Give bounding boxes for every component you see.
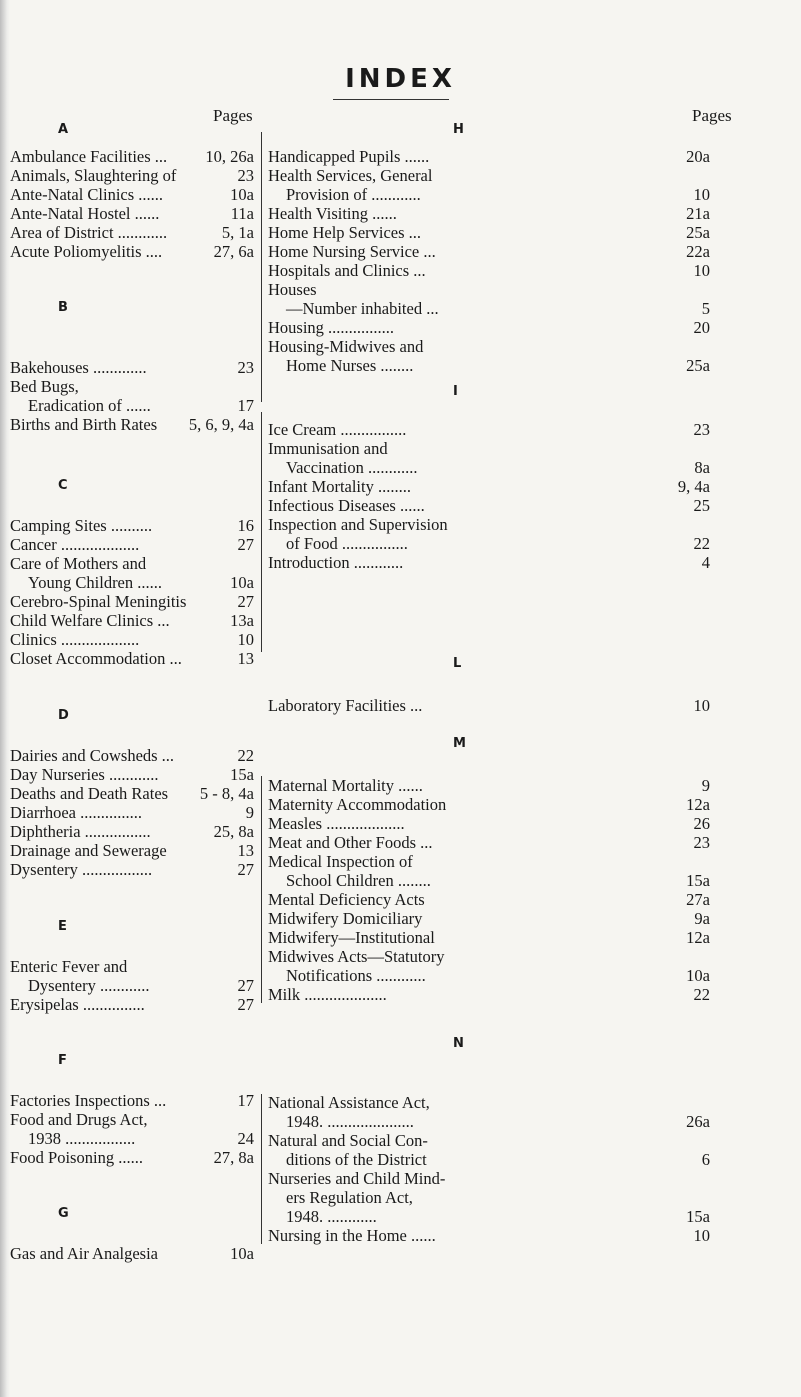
entry-page-ref: 26a: [686, 1112, 710, 1131]
entry-text: Diarrhoea ...............: [10, 803, 142, 822]
entry-text: Factories Inspections ...: [10, 1091, 167, 1110]
entry-page-ref: 10, 26a: [205, 147, 254, 166]
entry-text: Natural and Social Con-: [268, 1131, 428, 1150]
entry-page-ref: 25a: [686, 356, 710, 375]
entry-text: 1948. .....................: [286, 1112, 414, 1131]
entry-text: Immunisation and: [268, 439, 388, 458]
entry-text: Ice Cream ................: [268, 420, 407, 439]
entry-page-ref: 12a: [686, 795, 710, 814]
section-letter: I: [453, 384, 458, 399]
index-entry: [0, 242, 801, 261]
entry-text: Home Help Services ...: [268, 223, 422, 242]
entry-page-ref: 15a: [686, 1207, 710, 1226]
entry-page-ref: 5, 1a: [221, 223, 254, 242]
entry-text: Houses: [268, 280, 317, 299]
index-entry: [0, 776, 801, 795]
entry-text: Health Visiting ......: [268, 204, 397, 223]
index-entry: [0, 337, 801, 375]
index-entry: [0, 553, 801, 572]
entry-text: Child Welfare Clinics ...: [10, 611, 170, 630]
entry-text: Housing-Midwives and: [268, 337, 424, 356]
entry-text: ditions of the District: [286, 1150, 427, 1169]
entry-text: ers Regulation Act,: [286, 1188, 413, 1207]
entry-text: Midwives Acts—Statutory: [268, 947, 445, 966]
entry-page-ref: 5: [701, 299, 710, 318]
entry-text: Dysentery .................: [10, 860, 153, 879]
index-entry: [0, 261, 801, 280]
section-letter: D: [58, 708, 69, 723]
entry-text: Measles ...................: [268, 814, 405, 833]
index-entry: [0, 833, 801, 852]
entry-page-ref: 25: [693, 496, 710, 515]
entry-page-ref: 12a: [686, 928, 710, 947]
entry-text: Midwifery Domiciliary: [268, 909, 423, 928]
entry-page-ref: 20: [693, 318, 710, 337]
title-underline: [333, 99, 449, 100]
left-pages-header: Pages: [213, 106, 253, 125]
entry-text: 1938 .................: [28, 1129, 136, 1148]
section-letter: B: [58, 300, 68, 315]
entry-text: Drainage and Sewerage: [10, 841, 167, 860]
entry-text: —Number inhabited ...: [286, 299, 439, 318]
entry-text: Laboratory Facilities ...: [268, 696, 423, 715]
entry-page-ref: 17: [237, 1091, 254, 1110]
entry-page-ref: 27: [237, 995, 254, 1014]
entry-page-ref: 23: [237, 358, 254, 377]
entry-page-ref: 15a: [230, 765, 254, 784]
entry-text: Meat and Other Foods ...: [268, 833, 433, 852]
entry-text: Diphtheria ................: [10, 822, 151, 841]
entry-page-ref: 27: [237, 592, 254, 611]
entry-text: Ante-Natal Clinics ......: [10, 185, 164, 204]
entry-page-ref: 27: [237, 976, 254, 995]
index-entry: [0, 696, 801, 715]
index-entry: [0, 890, 801, 909]
index-entry: [0, 439, 801, 477]
index-entry: [0, 630, 801, 649]
entry-text: Medical Inspection of: [268, 852, 413, 871]
entry-text: Enteric Fever and: [10, 957, 128, 976]
section-letter: H: [453, 122, 464, 137]
entry-text: 1948. ............: [286, 1207, 377, 1226]
index-entry: [0, 947, 801, 985]
section-letter: E: [58, 919, 67, 934]
entry-page-ref: 25, 8a: [213, 822, 254, 841]
section-letter: G: [58, 1206, 69, 1221]
index-entry: [0, 909, 801, 928]
entry-text: Health Services, General: [268, 166, 433, 185]
index-entry: [0, 852, 801, 890]
entry-page-ref: 4: [701, 553, 710, 572]
section-letter: N: [453, 1036, 464, 1051]
entry-text: Home Nurses ........: [286, 356, 414, 375]
entry-text: Care of Mothers and: [10, 554, 147, 573]
entry-page-ref: 24: [237, 1129, 254, 1148]
entry-page-ref: 9: [701, 776, 710, 795]
entry-page-ref: 26: [693, 814, 710, 833]
entry-text: Hospitals and Clinics ...: [268, 261, 426, 280]
index-entry: [0, 420, 801, 439]
entry-page-ref: 10: [237, 630, 254, 649]
entry-text: Nursing in the Home ......: [268, 1226, 436, 1245]
entry-text: Infectious Diseases ......: [268, 496, 425, 515]
index-entry: [0, 1093, 801, 1131]
entry-page-ref: 15a: [686, 871, 710, 890]
entry-text: Gas and Air Analgesia: [10, 1244, 159, 1263]
entry-text: National Assistance Act,: [268, 1093, 430, 1112]
entry-text: Births and Birth Rates: [10, 415, 158, 434]
index-entry: [0, 318, 801, 337]
entry-page-ref: 9a: [694, 909, 710, 928]
index-entry: [0, 611, 801, 630]
entry-page-ref: 11a: [230, 204, 254, 223]
index-entry: [0, 477, 801, 496]
right-pages-header: Pages: [692, 106, 732, 125]
index-entry: [0, 515, 801, 553]
entry-text: Acute Poliomyelitis ....: [10, 242, 163, 261]
index-title: INDEX: [345, 64, 456, 94]
entry-page-ref: 22: [237, 746, 254, 765]
entry-text: Ante-Natal Hostel ......: [10, 204, 160, 223]
index-entry: [0, 814, 801, 833]
section-letter: L: [453, 656, 462, 671]
entry-text: Mental Deficiency Acts: [268, 890, 425, 909]
entry-page-ref: 23: [237, 166, 254, 185]
entry-text: Erysipelas ...............: [10, 995, 145, 1014]
entry-text: Midwifery—Institutional: [268, 928, 435, 947]
entry-page-ref: 17: [237, 396, 254, 415]
index-entry: [0, 377, 801, 415]
entry-text: Ambulance Facilities ...: [10, 147, 168, 166]
entry-text: Eradication of ......: [28, 396, 151, 415]
index-entry: [0, 1226, 801, 1245]
index-entry: [0, 985, 801, 1004]
entry-text: Cerebro-Spinal Meningitis: [10, 592, 187, 611]
index-entry: [0, 1244, 801, 1263]
entry-text: Housing ................: [268, 318, 395, 337]
entry-page-ref: 27: [237, 535, 254, 554]
index-entry: [0, 166, 801, 204]
entry-page-ref: 16: [237, 516, 254, 535]
entry-page-ref: 22a: [686, 242, 710, 261]
entry-text: Young Children ......: [28, 573, 163, 592]
entry-page-ref: 5 - 8, 4a: [199, 784, 254, 803]
entry-text: Nurseries and Child Mind-: [268, 1169, 446, 1188]
index-entry: [0, 1169, 801, 1226]
entry-text: Clinics ...................: [10, 630, 140, 649]
entry-text: Handicapped Pupils ......: [268, 147, 430, 166]
entry-text: Day Nurseries ............: [10, 765, 159, 784]
entry-text: Provision of ............: [286, 185, 421, 204]
entry-page-ref: 10: [693, 261, 710, 280]
entry-text: Bed Bugs,: [10, 377, 79, 396]
entry-page-ref: 21a: [686, 204, 710, 223]
index-entry: [0, 280, 801, 318]
entry-page-ref: 25a: [686, 223, 710, 242]
index-entry: [0, 795, 801, 814]
entry-text: Introduction ............: [268, 553, 404, 572]
entry-text: Dairies and Cowsheds ...: [10, 746, 175, 765]
index-entry: [0, 649, 801, 668]
entry-page-ref: 9, 4a: [677, 477, 710, 496]
entry-page-ref: 22: [693, 534, 710, 553]
entry-text: Deaths and Death Rates: [10, 784, 169, 803]
index-entry: [0, 592, 801, 611]
entry-text: Camping Sites ..........: [10, 516, 153, 535]
entry-text: Closet Accommodation ...: [10, 649, 182, 668]
entry-page-ref: 10: [693, 1226, 710, 1245]
entry-page-ref: 10a: [686, 966, 710, 985]
entry-page-ref: 10a: [230, 1244, 254, 1263]
entry-page-ref: 13: [237, 649, 254, 668]
index-entry: [0, 496, 801, 515]
entry-text: Dysentery ............: [28, 976, 150, 995]
entry-page-ref: 5, 6, 9, 4a: [188, 415, 254, 434]
entry-text: Notifications ............: [286, 966, 426, 985]
entry-page-ref: 27, 6a: [213, 242, 254, 261]
entry-text: Maternity Accommodation: [268, 795, 447, 814]
entry-page-ref: 13a: [230, 611, 254, 630]
entry-text: Bakehouses .............: [10, 358, 147, 377]
entry-page-ref: 23: [693, 833, 710, 852]
entry-text: Milk ....................: [268, 985, 387, 1004]
index-entry: [0, 204, 801, 223]
entry-text: Inspection and Supervision: [268, 515, 448, 534]
entry-text: Animals, Slaughtering of: [10, 166, 177, 185]
section-letter: F: [58, 1053, 67, 1068]
entry-text: of Food ................: [286, 534, 408, 553]
entry-page-ref: 27: [237, 860, 254, 879]
entry-page-ref: 22: [693, 985, 710, 1004]
entry-text: Cancer ...................: [10, 535, 140, 554]
entry-page-ref: 13: [237, 841, 254, 860]
section-letter: A: [58, 122, 69, 137]
entry-page-ref: 10a: [230, 185, 254, 204]
entry-page-ref: 9: [245, 803, 254, 822]
section-letter: C: [58, 478, 68, 493]
entry-text: Food and Drugs Act,: [10, 1110, 148, 1129]
index-entry: [0, 223, 801, 242]
entry-page-ref: 10: [693, 696, 710, 715]
entry-page-ref: 10: [693, 185, 710, 204]
entry-page-ref: 27, 8a: [213, 1148, 254, 1167]
entry-text: Infant Mortality ........: [268, 477, 411, 496]
entry-text: School Children ........: [286, 871, 431, 890]
entry-page-ref: 8a: [694, 458, 710, 477]
entry-page-ref: 27a: [686, 890, 710, 909]
entry-text: Maternal Mortality ......: [268, 776, 423, 795]
entry-page-ref: 6: [701, 1150, 710, 1169]
index-entry: [0, 746, 801, 765]
entry-page-ref: 10a: [230, 573, 254, 592]
entry-page-ref: 23: [693, 420, 710, 439]
index-entry: [0, 1131, 801, 1169]
entry-text: Home Nursing Service ...: [268, 242, 436, 261]
entry-text: Food Poisoning ......: [10, 1148, 143, 1167]
entry-text: Area of District ............: [10, 223, 168, 242]
index-entry: [0, 147, 801, 166]
index-entry: [0, 928, 801, 947]
entry-page-ref: 20a: [686, 147, 710, 166]
entry-text: Vaccination ............: [286, 458, 418, 477]
section-letter: M: [453, 736, 466, 751]
